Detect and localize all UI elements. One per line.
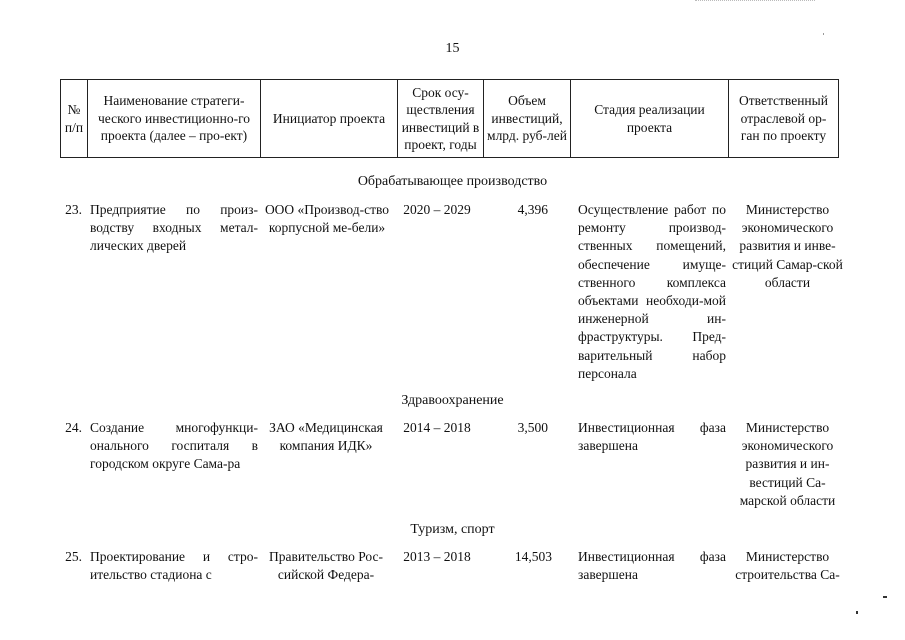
row-name: Проектирование и стро-ительство стадиона с [90, 549, 258, 583]
header-term: Срок осу-ществления инвестиций в проект, годы [398, 80, 484, 158]
row-num: 24. [65, 420, 82, 435]
header-initiator: Инициатор проекта [261, 80, 398, 158]
row-authority: Министерство экономического развития и инве-стиций Самар-ской области [732, 202, 843, 290]
row-name: Предприятие по произ-водству входных метал-лических дверей [90, 202, 258, 254]
row-volume: 14,503 [514, 549, 552, 564]
scan-speck [883, 596, 887, 598]
row-authority: Министерство экономического развития и ин-вестиций Са-марской области [739, 420, 836, 508]
row-name: Создание многофункци-онального госпиталя в городском округе Сама-ра [90, 420, 258, 472]
page-number: 15 [445, 41, 460, 56]
row-term: 2013 – 2018 [403, 549, 471, 564]
section-title: Туризм, спорт [410, 522, 495, 537]
row-num: 25. [65, 549, 82, 564]
scan-speck [823, 33, 824, 35]
table-header [60, 79, 839, 158]
section-title: Обрабатывающее производство [357, 174, 548, 189]
scan-speck [856, 611, 858, 614]
row-volume: 4,396 [517, 202, 548, 217]
header-authority: Ответственный отраслевой ор-ган по проекту [729, 80, 839, 158]
header-volume: Объем инвестиций, млрд. руб-лей [484, 80, 571, 158]
row-authority: Министерство строительства Са- [735, 549, 840, 583]
row-initiator: Правительство Рос-сийской Федера- [269, 549, 383, 583]
header-name: Наименование стратеги-ческого инвестиционно-го проекта (далее – про-ект) [88, 80, 261, 158]
row-stage: Осуществление работ по ремонту производ-ственных помещений, обеспечение имуще-ственного комплекса объектами необходи-мой инженерной ин-фраструктуры. Пред-варительный набор персонала [578, 202, 726, 381]
section-title: Здравоохранение [401, 393, 504, 408]
row-stage: Инвестиционная фаза завершена [578, 549, 726, 583]
row-volume: 3,500 [517, 420, 548, 435]
top-edge-line [695, 0, 815, 3]
row-stage: Инвестиционная фаза завершена [578, 420, 726, 454]
row-term: 2020 – 2029 [403, 202, 471, 217]
row-term: 2014 – 2018 [403, 420, 471, 435]
row-initiator: ЗАО «Медицинская компания ИДК» [269, 420, 383, 454]
row-num: 23. [65, 202, 82, 217]
header-num: № п/п [61, 80, 88, 158]
row-initiator: ООО «Производ-ство корпусной ме-бели» [264, 202, 390, 236]
header-stage: Стадия реализации проекта [571, 80, 729, 158]
